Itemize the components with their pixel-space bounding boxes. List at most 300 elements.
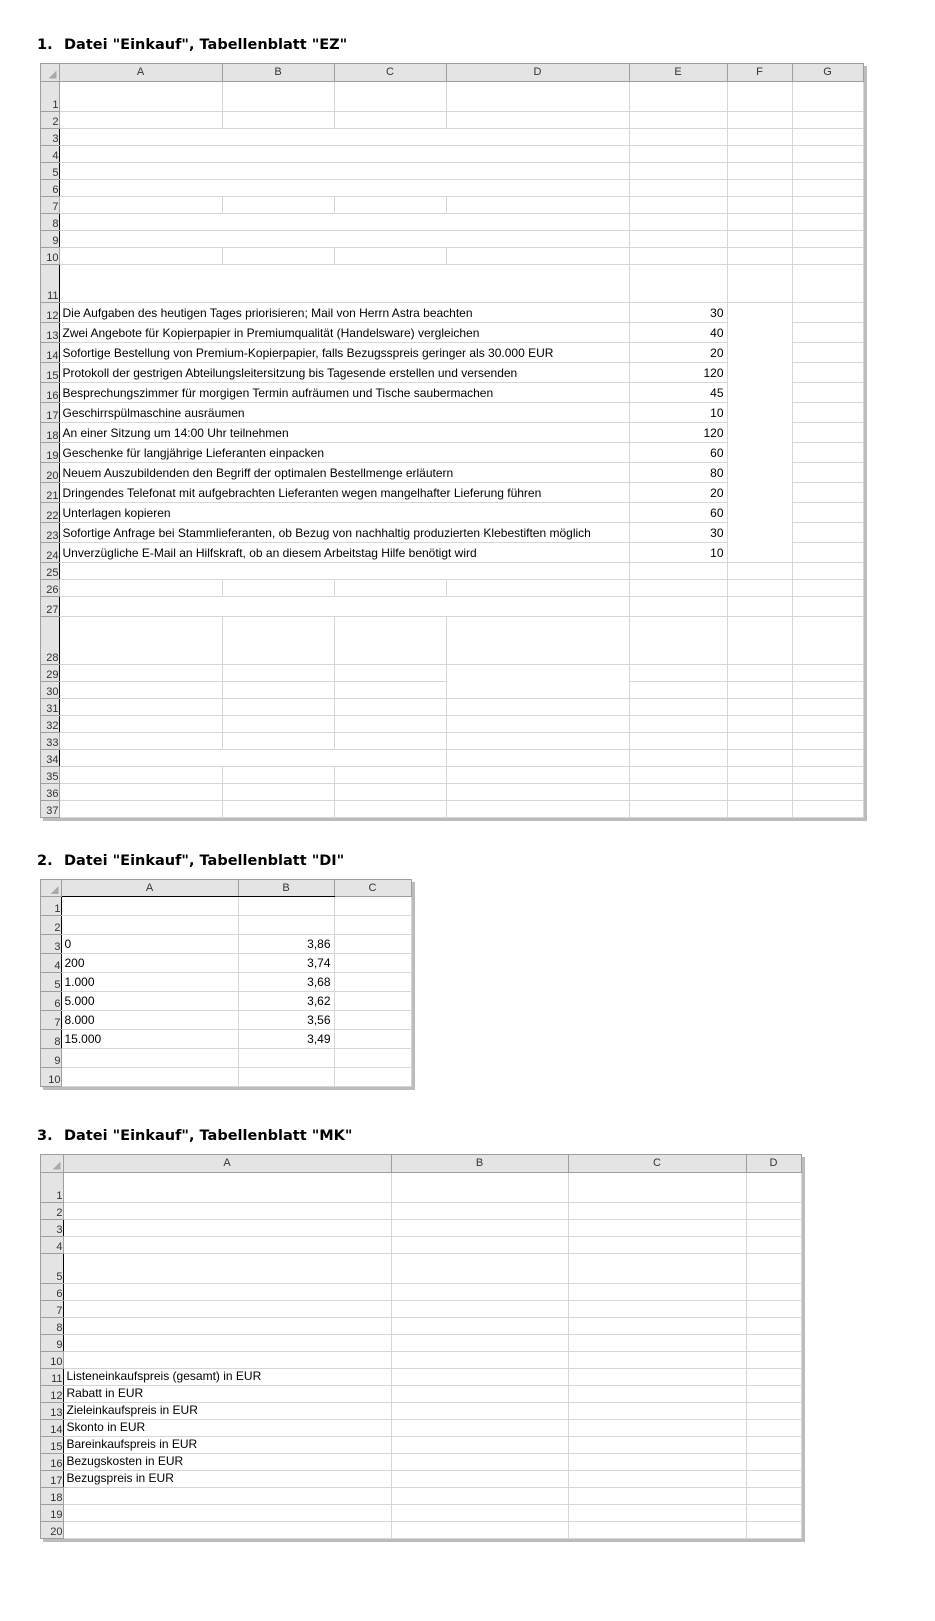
column-header: C	[568, 1155, 746, 1172]
cell	[391, 1253, 568, 1283]
cell	[59, 715, 222, 732]
cell	[746, 1317, 801, 1334]
cell	[746, 1253, 801, 1283]
cell	[446, 247, 629, 264]
cell	[446, 81, 629, 111]
cell	[629, 562, 727, 579]
row-header-3: 3	[41, 935, 61, 954]
row-header-8: 8	[41, 1030, 61, 1049]
cell	[222, 664, 334, 681]
cell: Geschirrspülmaschine ausräumen	[59, 402, 629, 422]
cell	[222, 715, 334, 732]
cell	[63, 1334, 391, 1351]
cell	[792, 579, 863, 596]
cell	[746, 1504, 801, 1521]
row-header-12: 12	[41, 302, 59, 322]
row-header-31: 31	[41, 698, 59, 715]
column-header: C	[334, 64, 446, 81]
cell	[568, 1504, 746, 1521]
column-header: A	[61, 880, 238, 897]
column-header: B	[238, 880, 334, 897]
cell	[792, 264, 863, 302]
cell	[238, 916, 334, 935]
cell	[727, 749, 792, 766]
row-header-4: 4	[41, 954, 61, 973]
cell	[391, 1385, 568, 1402]
row-header-15: 15	[41, 1436, 63, 1453]
cell	[727, 247, 792, 264]
row-header-1: 1	[41, 897, 61, 916]
cell	[629, 213, 727, 230]
cell: Unterlagen kopieren	[59, 502, 629, 522]
spreadsheet-di	[40, 879, 412, 1088]
cell	[391, 1334, 568, 1351]
cell	[792, 715, 863, 732]
cell	[59, 579, 222, 596]
section-ez	[37, 36, 935, 818]
cell	[792, 302, 863, 322]
cell	[222, 616, 334, 664]
cell	[63, 1283, 391, 1300]
cell	[727, 766, 792, 783]
cell	[391, 1453, 568, 1470]
cell	[391, 1521, 568, 1538]
cell	[727, 596, 792, 616]
cell: Bezugskosten in EUR	[63, 1453, 391, 1470]
cell	[63, 1300, 391, 1317]
cell	[61, 916, 238, 935]
column-header: F	[727, 64, 792, 81]
cell	[446, 783, 629, 800]
cell	[629, 196, 727, 213]
row-header-24: 24	[41, 542, 59, 562]
cell	[629, 145, 727, 162]
cell	[727, 179, 792, 196]
row-header-10: 10	[41, 247, 59, 264]
cell	[446, 766, 629, 783]
cell	[746, 1202, 801, 1219]
select-all-corner	[41, 64, 59, 81]
row-header-17: 17	[41, 402, 59, 422]
cell	[568, 1317, 746, 1334]
cell	[629, 81, 727, 111]
cell	[446, 698, 629, 715]
cell	[391, 1202, 568, 1219]
row-header-10: 10	[41, 1351, 63, 1368]
cell	[334, 579, 446, 596]
cell: 80	[629, 462, 727, 482]
cell	[568, 1283, 746, 1300]
cell	[746, 1436, 801, 1453]
cell: 60	[629, 502, 727, 522]
cell	[568, 1368, 746, 1385]
row-header-27: 27	[41, 596, 59, 616]
column-header: B	[391, 1155, 568, 1172]
row-header-14: 14	[41, 342, 59, 362]
cell	[727, 81, 792, 111]
section-mk	[37, 1127, 935, 1539]
cell: 30	[629, 522, 727, 542]
cell	[792, 111, 863, 128]
cell	[222, 111, 334, 128]
cell	[792, 81, 863, 111]
cell	[61, 1049, 238, 1068]
spreadsheet-ez	[40, 63, 864, 818]
spreadsheet-grid	[41, 64, 864, 818]
cell	[59, 81, 222, 111]
cell	[792, 732, 863, 749]
cell: Geschenke für langjährige Lieferanten einpacken	[59, 442, 629, 462]
row-header-34: 34	[41, 749, 59, 766]
row-header-26: 26	[41, 579, 59, 596]
cell	[792, 342, 863, 362]
cell	[446, 732, 629, 749]
worksheet-page	[37, 36, 935, 1539]
cell: 200	[61, 954, 238, 973]
cell	[629, 732, 727, 749]
row-header-8: 8	[41, 1317, 63, 1334]
select-all-triangle-icon	[49, 71, 57, 79]
cell	[222, 800, 334, 817]
spreadsheet-grid	[41, 1155, 802, 1539]
cell	[334, 616, 446, 664]
cell	[746, 1351, 801, 1368]
cell	[568, 1402, 746, 1419]
cell	[629, 179, 727, 196]
cell	[727, 230, 792, 247]
heading-text: Datei "Einkauf", Tabellenblatt "DI"	[64, 852, 345, 869]
cell	[568, 1453, 746, 1470]
cell	[792, 362, 863, 382]
section-heading	[37, 36, 935, 54]
cell: 3,56	[238, 1011, 334, 1030]
cell	[792, 749, 863, 766]
cell	[727, 783, 792, 800]
cell	[63, 1521, 391, 1538]
cell	[59, 213, 629, 230]
heading-number: 3.	[37, 1128, 53, 1144]
cell	[334, 196, 446, 213]
cell	[391, 1436, 568, 1453]
cell	[391, 1219, 568, 1236]
cell	[334, 664, 446, 681]
cell	[792, 681, 863, 698]
row-header-15: 15	[41, 362, 59, 382]
section-di	[37, 852, 935, 1088]
cell	[334, 897, 411, 916]
row-header-35: 35	[41, 766, 59, 783]
cell	[446, 800, 629, 817]
cell	[391, 1470, 568, 1487]
cell	[334, 732, 446, 749]
cell	[59, 145, 629, 162]
cell	[629, 749, 727, 766]
column-header: D	[746, 1155, 801, 1172]
cell	[59, 749, 446, 766]
cell	[727, 681, 792, 698]
row-header-2: 2	[41, 916, 61, 935]
cell: 120	[629, 362, 727, 382]
row-header-1: 1	[41, 1172, 63, 1202]
cell: Listeneinkaufspreis (gesamt) in EUR	[63, 1368, 391, 1385]
cell	[222, 732, 334, 749]
row-header-2: 2	[41, 111, 59, 128]
row-header-6: 6	[41, 992, 61, 1011]
cell	[63, 1172, 391, 1202]
cell	[568, 1385, 746, 1402]
cell	[446, 111, 629, 128]
cell	[727, 162, 792, 179]
cell	[746, 1219, 801, 1236]
cell	[59, 128, 629, 145]
cell	[568, 1334, 746, 1351]
row-header-6: 6	[41, 179, 59, 196]
column-header: A	[59, 64, 222, 81]
cell	[727, 128, 792, 145]
cell	[629, 247, 727, 264]
cell: 8.000	[61, 1011, 238, 1030]
cell	[238, 1068, 334, 1087]
cell	[334, 1049, 411, 1068]
cell: Bezugspreis in EUR	[63, 1470, 391, 1487]
cell	[391, 1504, 568, 1521]
cell: 3,86	[238, 935, 334, 954]
row-header-17: 17	[41, 1470, 63, 1487]
row-header-5: 5	[41, 162, 59, 179]
cell	[792, 213, 863, 230]
cell	[746, 1385, 801, 1402]
heading-text: Datei "Einkauf", Tabellenblatt "EZ"	[64, 37, 348, 53]
column-header: A	[63, 1155, 391, 1172]
section-heading	[37, 1127, 935, 1145]
cell: Neuem Auszubildenden den Begriff der optimalen Bestellmenge erläutern	[59, 462, 629, 482]
cell	[63, 1504, 391, 1521]
cell	[792, 442, 863, 462]
column-header: B	[222, 64, 334, 81]
cell: Rabatt in EUR	[63, 1385, 391, 1402]
cell	[727, 616, 792, 664]
row-header-11: 11	[41, 264, 59, 302]
cell	[568, 1470, 746, 1487]
cell	[334, 111, 446, 128]
cell	[59, 596, 629, 616]
spreadsheet-mk	[40, 1154, 802, 1539]
cell	[334, 247, 446, 264]
row-header-4: 4	[41, 1236, 63, 1253]
cell	[792, 664, 863, 681]
cell	[59, 196, 222, 213]
cell	[334, 992, 411, 1011]
row-header-11: 11	[41, 1368, 63, 1385]
cell: 0	[61, 935, 238, 954]
cell	[391, 1368, 568, 1385]
cell	[792, 596, 863, 616]
cell	[568, 1521, 746, 1538]
cell	[568, 1487, 746, 1504]
cell: 30	[629, 302, 727, 322]
row-header-25: 25	[41, 562, 59, 579]
cell	[63, 1487, 391, 1504]
cell	[629, 264, 727, 302]
cell	[59, 681, 222, 698]
select-all-triangle-icon	[51, 886, 59, 894]
cell	[391, 1317, 568, 1334]
heading-number: 1.	[37, 37, 53, 53]
cell	[629, 715, 727, 732]
cell	[61, 897, 238, 916]
cell	[792, 800, 863, 817]
cell: 20	[629, 482, 727, 502]
cell: 120	[629, 422, 727, 442]
cell	[59, 732, 222, 749]
cell	[727, 196, 792, 213]
cell	[446, 664, 629, 698]
cell: Protokoll der gestrigen Abteilungsleitersitzung bis Tagesende erstellen und versenden	[59, 362, 629, 382]
cell	[334, 698, 446, 715]
cell	[727, 715, 792, 732]
cell	[792, 783, 863, 800]
cell	[727, 213, 792, 230]
row-header-5: 5	[41, 973, 61, 992]
cell: 3,62	[238, 992, 334, 1011]
cell	[727, 302, 792, 562]
row-header-21: 21	[41, 482, 59, 502]
cell	[63, 1202, 391, 1219]
row-header-7: 7	[41, 1011, 61, 1030]
cell	[222, 783, 334, 800]
cell	[792, 382, 863, 402]
cell	[727, 732, 792, 749]
row-header-37: 37	[41, 800, 59, 817]
cell	[792, 766, 863, 783]
heading-number: 2.	[37, 852, 53, 869]
cell	[792, 562, 863, 579]
cell	[746, 1334, 801, 1351]
cell: 60	[629, 442, 727, 462]
cell	[391, 1402, 568, 1419]
row-header-7: 7	[41, 1300, 63, 1317]
row-header-18: 18	[41, 1487, 63, 1504]
cell: 5.000	[61, 992, 238, 1011]
row-header-9: 9	[41, 1334, 63, 1351]
cell: 45	[629, 382, 727, 402]
cell	[792, 462, 863, 482]
cell	[629, 596, 727, 616]
cell	[746, 1300, 801, 1317]
cell: Bareinkaufspreis in EUR	[63, 1436, 391, 1453]
row-header-8: 8	[41, 213, 59, 230]
row-header-36: 36	[41, 783, 59, 800]
cell	[446, 715, 629, 732]
row-header-4: 4	[41, 145, 59, 162]
cell	[629, 766, 727, 783]
cell	[59, 766, 222, 783]
cell	[727, 264, 792, 302]
cell	[334, 1068, 411, 1087]
cell	[746, 1419, 801, 1436]
cell	[792, 522, 863, 542]
row-header-3: 3	[41, 1219, 63, 1236]
row-header-20: 20	[41, 462, 59, 482]
cell	[222, 766, 334, 783]
row-header-30: 30	[41, 681, 59, 698]
cell	[59, 616, 222, 664]
column-header: D	[446, 64, 629, 81]
cell: 10	[629, 402, 727, 422]
cell: Zieleinkaufspreis in EUR	[63, 1402, 391, 1419]
cell	[222, 698, 334, 715]
select-all-triangle-icon	[53, 1162, 61, 1170]
cell	[334, 681, 446, 698]
cell	[727, 145, 792, 162]
cell	[568, 1172, 746, 1202]
cell: 40	[629, 322, 727, 342]
cell	[59, 264, 629, 302]
cell	[334, 935, 411, 954]
cell	[629, 128, 727, 145]
cell: Die Aufgaben des heutigen Tages priorisieren; Mail von Herrn Astra beachten	[59, 302, 629, 322]
row-header-9: 9	[41, 1049, 61, 1068]
row-header-6: 6	[41, 1283, 63, 1300]
spreadsheet-grid	[41, 880, 412, 1088]
cell	[63, 1351, 391, 1368]
cell	[727, 698, 792, 715]
cell	[238, 1049, 334, 1068]
cell	[391, 1172, 568, 1202]
row-header-22: 22	[41, 502, 59, 522]
cell	[629, 579, 727, 596]
cell: An einer Sitzung um 14:00 Uhr teilnehmen	[59, 422, 629, 442]
select-all-corner	[41, 1155, 63, 1172]
cell	[238, 897, 334, 916]
cell	[334, 766, 446, 783]
row-header-13: 13	[41, 1402, 63, 1419]
cell	[727, 664, 792, 681]
column-header: C	[334, 880, 411, 897]
cell	[334, 783, 446, 800]
cell	[792, 482, 863, 502]
cell	[222, 579, 334, 596]
cell	[391, 1236, 568, 1253]
cell	[746, 1283, 801, 1300]
cell	[792, 422, 863, 442]
cell	[792, 128, 863, 145]
row-header-18: 18	[41, 422, 59, 442]
cell: Besprechungszimmer für morgigen Termin aufräumen und Tische saubermachen	[59, 382, 629, 402]
cell	[727, 579, 792, 596]
cell	[61, 1068, 238, 1087]
column-header: G	[792, 64, 863, 81]
cell	[59, 562, 629, 579]
cell: 20	[629, 342, 727, 362]
row-header-13: 13	[41, 322, 59, 342]
row-header-12: 12	[41, 1385, 63, 1402]
cell	[446, 616, 629, 664]
cell	[792, 698, 863, 715]
cell	[746, 1487, 801, 1504]
row-header-33: 33	[41, 732, 59, 749]
row-header-1: 1	[41, 81, 59, 111]
cell	[792, 542, 863, 562]
cell: 3,68	[238, 973, 334, 992]
cell: Zwei Angebote für Kopierpapier in Premiumqualität (Handelsware) vergleichen	[59, 322, 629, 342]
row-header-16: 16	[41, 382, 59, 402]
cell	[59, 179, 629, 196]
cell	[568, 1436, 746, 1453]
cell	[568, 1236, 746, 1253]
cell	[446, 579, 629, 596]
cell	[727, 800, 792, 817]
